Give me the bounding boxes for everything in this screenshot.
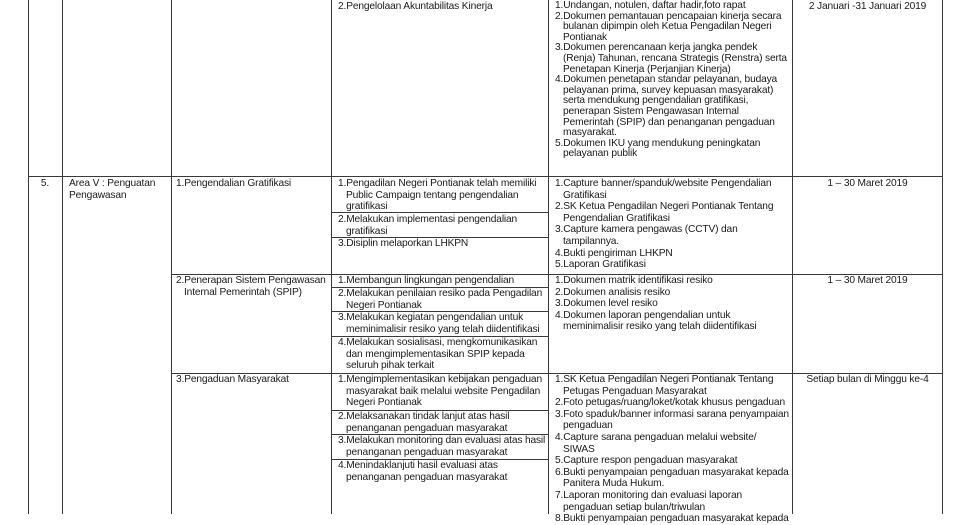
output-item: 2.Dokumen pemantauan pencapaian kinerja secara bulanan dipimpin oleh Ketua Pengadilan Negeri Pontianak xyxy=(555,10,782,43)
output-item: 4.Capture sarana pengaduan melalui website/ SIWAS xyxy=(555,431,757,455)
output-item: 2.Foto petugas/ruang/loket/kotak khusus pengaduan xyxy=(555,397,785,409)
output-item: 5.Capture respon pengaduan masyarakat xyxy=(555,455,738,467)
output-list xyxy=(555,1,787,160)
output-item: 7.Laporan monitoring dan evaluasi laporan pengaduan setiap bulan/triwulan xyxy=(555,489,742,513)
activity-item: 3.Melakukan kegiatan pengendalian untuk meminimalisir resiko yang telah diidentifikasi xyxy=(338,312,540,335)
output-item: 1.Dokumen matrik identifikasi resiko xyxy=(555,275,713,286)
output-item: 8.Bukti penyampaian pengaduan masyarakat kepada xyxy=(555,513,789,525)
col-border xyxy=(331,0,332,514)
program-name: 2.Pengelolaan Akuntabilitas Kinerja xyxy=(338,1,493,12)
output-item: 2.Dokumen analisis resiko xyxy=(555,286,671,298)
col-border xyxy=(942,0,943,514)
col-border xyxy=(792,0,793,514)
output-item: 3.Capture kamera pengawas (CCTV) dan tampilannya. xyxy=(555,224,738,247)
activity-item: 2.Melaksanakan tindak lanjut atas hasil penanganan pengaduan masyarakat xyxy=(338,411,510,434)
program-name: 2.Penerapan Sistem Pengawasan Internal Pemerintah (SPIP) xyxy=(176,275,326,298)
output-item: 5.Laporan Gratifikasi xyxy=(555,259,646,271)
activity-item: 4.Menindaklanjuti hasil evaluasi atas penanganan pengaduan masyarakat xyxy=(338,460,508,483)
area-name: Area V : Penguatan Pengawasan xyxy=(69,178,156,201)
program-name: 1.Pengendalian Gratifikasi xyxy=(176,178,292,189)
activity-item: 3.Disiplin melaporkan LHKPN xyxy=(338,238,469,249)
output-list xyxy=(555,275,787,333)
activity-item: 4.Melakukan sosialisasi, mengkomunikasikan dan mengimplementasikan SPIP kepada seluruh pihak terkait xyxy=(338,337,538,372)
output-list xyxy=(555,374,789,525)
activity-item: 2.Melakukan penilaian resiko pada Pengadilan Negeri Pontianak xyxy=(338,288,543,311)
output-item: 3.Dokumen perencanaan kerja jangka pendek (Renja) Tahunan, rencana Strategis (Renstra) serta Penetapan Kinerja (Perjanjian Kinerja) xyxy=(555,42,787,75)
activity-item: 1.Membangun lingkungan pengendalian xyxy=(338,275,515,286)
output-item: 4.Dokumen penetapan standar pelayanan, budaya pelayanan prima, survey kepuasan masyarakat) serta mendukung pengendalian gratifikasi, penerapan Sistem Pengawasan Internal Pemerintah (SPIP) dan penanganan pengaduan masyarakat. xyxy=(555,74,778,139)
output-list xyxy=(555,178,787,271)
schedule: 1 – 30 Maret 2019 xyxy=(827,275,908,286)
activity-item: 1.Mengimplementasikan kebijakan pengaduan masyarakat baik melalui website Pengadilan Negeri Pontianak xyxy=(338,374,542,409)
output-item: 5.Dokumen IKU yang mendukung peningkatan pelayanan publik xyxy=(555,137,761,160)
program-name: 3.Pengaduan Masyarakat xyxy=(176,374,289,385)
output-item: 4.Dokumen laporan pengendalian untuk meminimalisir resiko yang telah diidentifikasi xyxy=(555,309,757,333)
activity-item: 2.Melakukan implementasi pengendalian gratifikasi xyxy=(338,214,518,237)
output-item: 1.SK Ketua Pengadilan Negeri Pontianak Tentang Petugas Pengaduan Masyarakat xyxy=(555,374,774,397)
col-border xyxy=(171,0,172,514)
output-item: 3.Foto spaduk/banner informasi sarana penyampaian pengaduan xyxy=(555,408,789,432)
col-border xyxy=(62,0,63,514)
activity-item: 3.Melakukan monitoring dan evaluasi atas hasil penanganan pengaduan masyarakat xyxy=(338,435,546,458)
output-item: 4.Bukti pengiriman LHKPN xyxy=(555,247,673,259)
activity-item: 1.Pengadilan Negeri Pontianak telah memiliki Public Campaign tentang pengendalian gratifikasi xyxy=(338,178,537,213)
row-number: 5. xyxy=(40,178,50,189)
schedule: 2 Januari -31 Januari 2019 xyxy=(808,1,927,12)
row-border xyxy=(28,176,943,177)
schedule: 1 – 30 Maret 2019 xyxy=(827,178,908,189)
col-border xyxy=(28,0,29,514)
output-item: 6.Bukti penyampaian pengaduan masyarakat kepada Panitera Muda Hukum. xyxy=(555,466,789,490)
output-item: 1.Capture banner/spanduk/website Pengendalian Gratifikasi xyxy=(555,178,772,201)
schedule: Setiap bulan di Minggu ke-4 xyxy=(806,374,929,385)
output-item: 1.Undangan, notulen, daftar hadir,foto rapat xyxy=(555,0,746,11)
output-item: 3.Dokumen level resiko xyxy=(555,298,658,310)
output-item: 2.SK Ketua Pengadilan Negeri Pontianak Tentang Pengendalian Gratifikasi xyxy=(555,201,774,224)
